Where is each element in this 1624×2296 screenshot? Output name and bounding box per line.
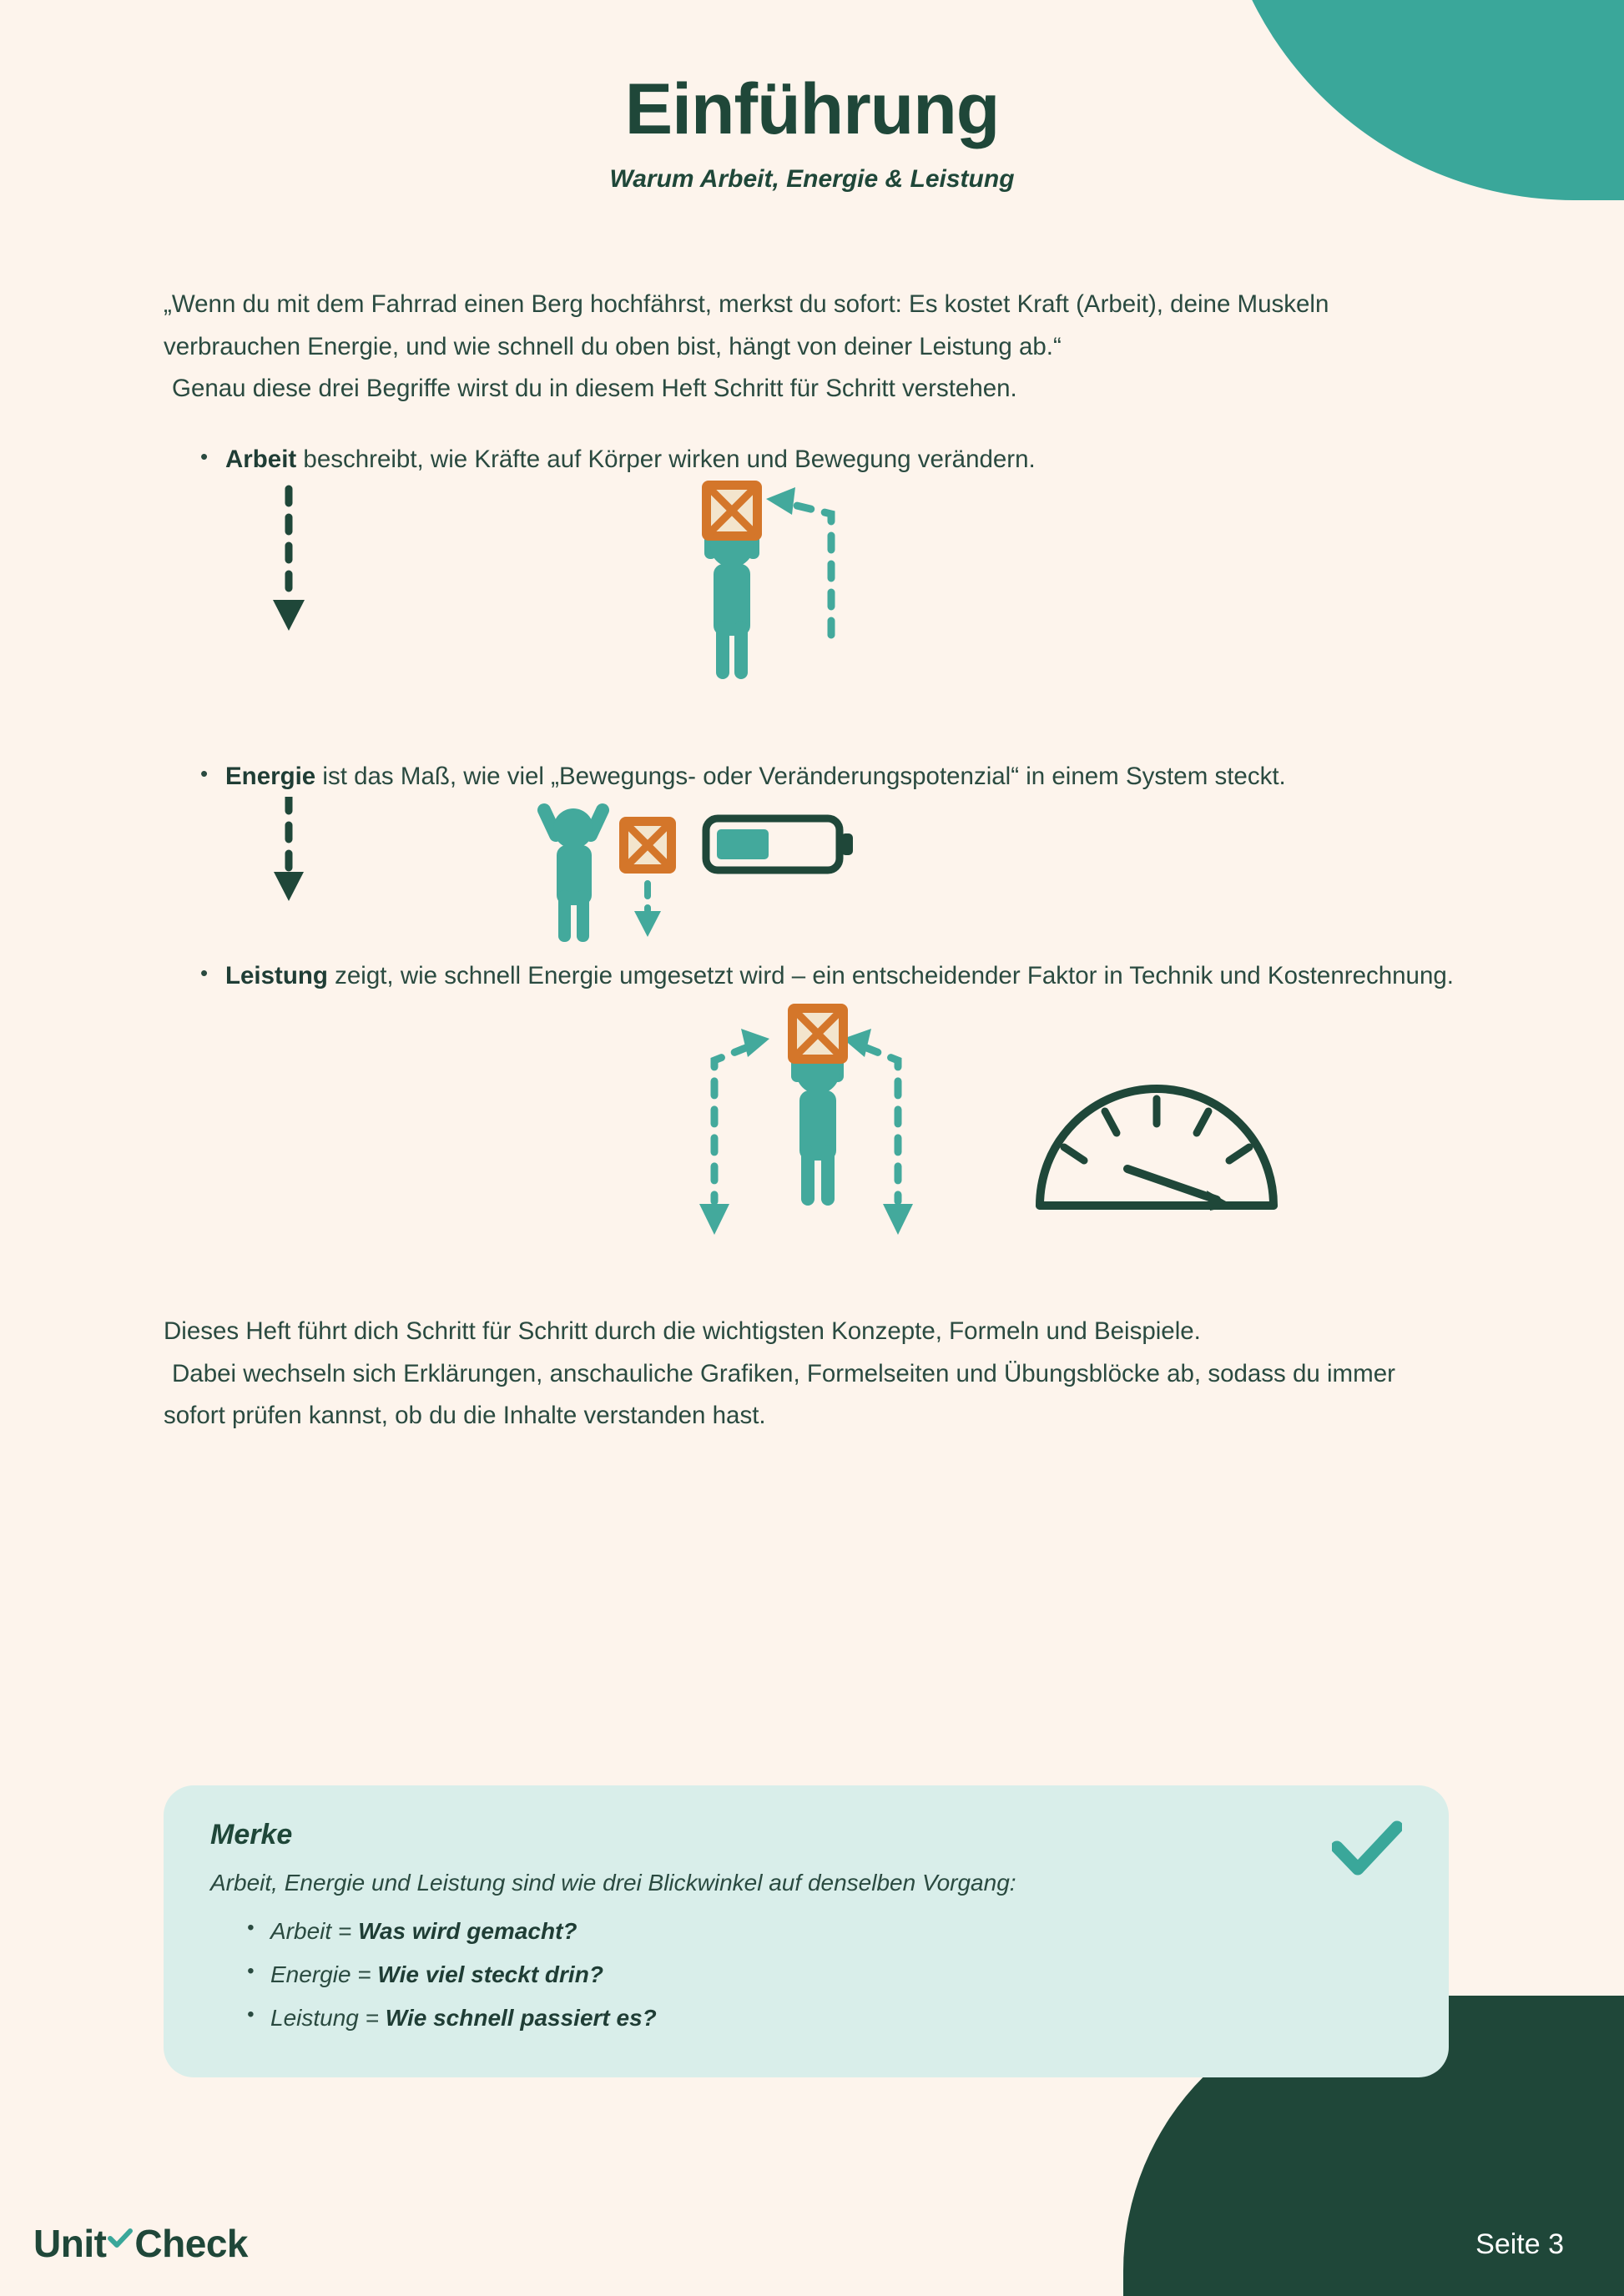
merke-item-text <box>270 1996 657 2040</box>
outro-line2: Dabei wechseln sich Erklärungen, anschauliche Grafiken, Formelseiten und Übungsblöcke ab, sodass du immer sofort prüfen kannst, ob du die Inhalte verstanden hast. <box>164 1359 1395 1430</box>
crate-icon <box>619 817 676 874</box>
gauge-icon <box>1040 1089 1273 1211</box>
bullet-text <box>225 439 1036 481</box>
crate-icon <box>788 1004 848 1064</box>
merke-list <box>210 1910 1402 2039</box>
page-title: Einführung <box>624 69 1000 149</box>
crate-icon <box>702 481 762 541</box>
bullet-dot: • <box>247 1959 255 1982</box>
merke-item-label: Energie = <box>270 1961 378 1987</box>
merke-item-label: Leistung = <box>270 2004 386 2031</box>
logo-text-check: Check <box>134 2222 248 2265</box>
bullet-text <box>225 955 1454 997</box>
term-leistung: Leistung <box>225 962 328 990</box>
check-icon <box>1332 1820 1402 1880</box>
intro-quote: „Wenn du mit dem Fahrrad einen Berg hochfährst, merkst du sofort: Es kostet Kraft (Arbeit), deine Muskeln verbrauchen Energie, und wie schnell du oben bist, hängt von deiner Leistung ab.“ <box>164 290 1329 360</box>
bullet-dot: • <box>200 960 209 986</box>
spacer <box>164 1289 1460 1311</box>
term-arbeit: Arbeit <box>225 446 297 474</box>
logo-text-unit: Unit <box>33 2222 107 2265</box>
person-lifting-icon <box>704 518 759 679</box>
bullet-dot: • <box>200 444 209 470</box>
bullet-dot: • <box>247 2002 255 2026</box>
arrow-down-icon <box>274 797 304 901</box>
merke-list-item <box>247 1953 1402 1996</box>
merke-item-strong: Was wird gemacht? <box>358 1918 577 1944</box>
term-leistung-desc: zeigt, wie schnell Energie umgesetzt wird – ein entscheidender Faktor in Technik und Kostenrechnung. <box>327 962 1454 990</box>
merke-lead: Arbeit, Energie und Leistung sind wie drei Blickwinkel auf denselben Vorgang: <box>210 1870 1016 1896</box>
logo-check-icon <box>108 2213 133 2258</box>
bullet-dot: • <box>247 1916 255 1939</box>
page-number: Seite 3 <box>1475 2228 1564 2260</box>
battery-icon <box>706 818 853 870</box>
main-content <box>164 284 1460 1438</box>
arrow-up-left-icon <box>766 487 831 635</box>
merke-list-item <box>247 1996 1402 2040</box>
term-energie-desc: ist das Maß, wie viel „Bewegungs- oder Veränderungspotenzial“ in einem System steckt. <box>315 762 1286 790</box>
brand-logo <box>33 2213 248 2266</box>
illustration-energie <box>164 797 1460 955</box>
page-subtitle: Warum Arbeit, Energie & Leistung <box>609 165 1015 194</box>
arrow-down-small-icon <box>634 884 661 937</box>
list-item-energie <box>164 756 1460 798</box>
outro-line1: Dieses Heft führt dich Schritt für Schritt durch die wichtigsten Konzepte, Formeln und Beispiele. <box>164 1317 1201 1345</box>
arrow-updown-right-icon <box>843 1029 913 1235</box>
merke-title: Merke <box>210 1819 293 1850</box>
merke-list-item <box>247 1910 1402 1953</box>
merke-item-strong: Wie schnell passiert es? <box>385 2004 657 2031</box>
bullet-dot: • <box>200 760 209 786</box>
illustration-arbeit <box>164 481 1460 756</box>
arrow-updown-left-icon <box>699 1029 769 1235</box>
merke-item-text <box>270 1910 577 1953</box>
person-lifting-icon <box>791 1045 844 1206</box>
term-energie: Energie <box>225 762 316 790</box>
merke-callout <box>164 1785 1449 2077</box>
list-item-leistung <box>164 955 1460 997</box>
illustration-leistung <box>164 997 1460 1289</box>
arrow-down-icon <box>273 489 305 631</box>
bullet-text <box>225 756 1286 798</box>
merke-item-label: Arbeit = <box>270 1918 359 1944</box>
merke-item-strong: Wie viel steckt drin? <box>377 1961 603 1987</box>
person-lifting-icon <box>544 808 603 942</box>
concept-bullet-list <box>164 439 1460 1289</box>
intro-line2: Genau diese drei Begriffe wirst du in diesem Heft Schritt für Schritt verstehen. <box>172 375 1017 403</box>
term-arbeit-desc: beschreibt, wie Kräfte auf Körper wirken und Bewegung verändern. <box>296 446 1036 474</box>
list-item-arbeit <box>164 439 1460 481</box>
merke-item-text <box>270 1953 603 1996</box>
